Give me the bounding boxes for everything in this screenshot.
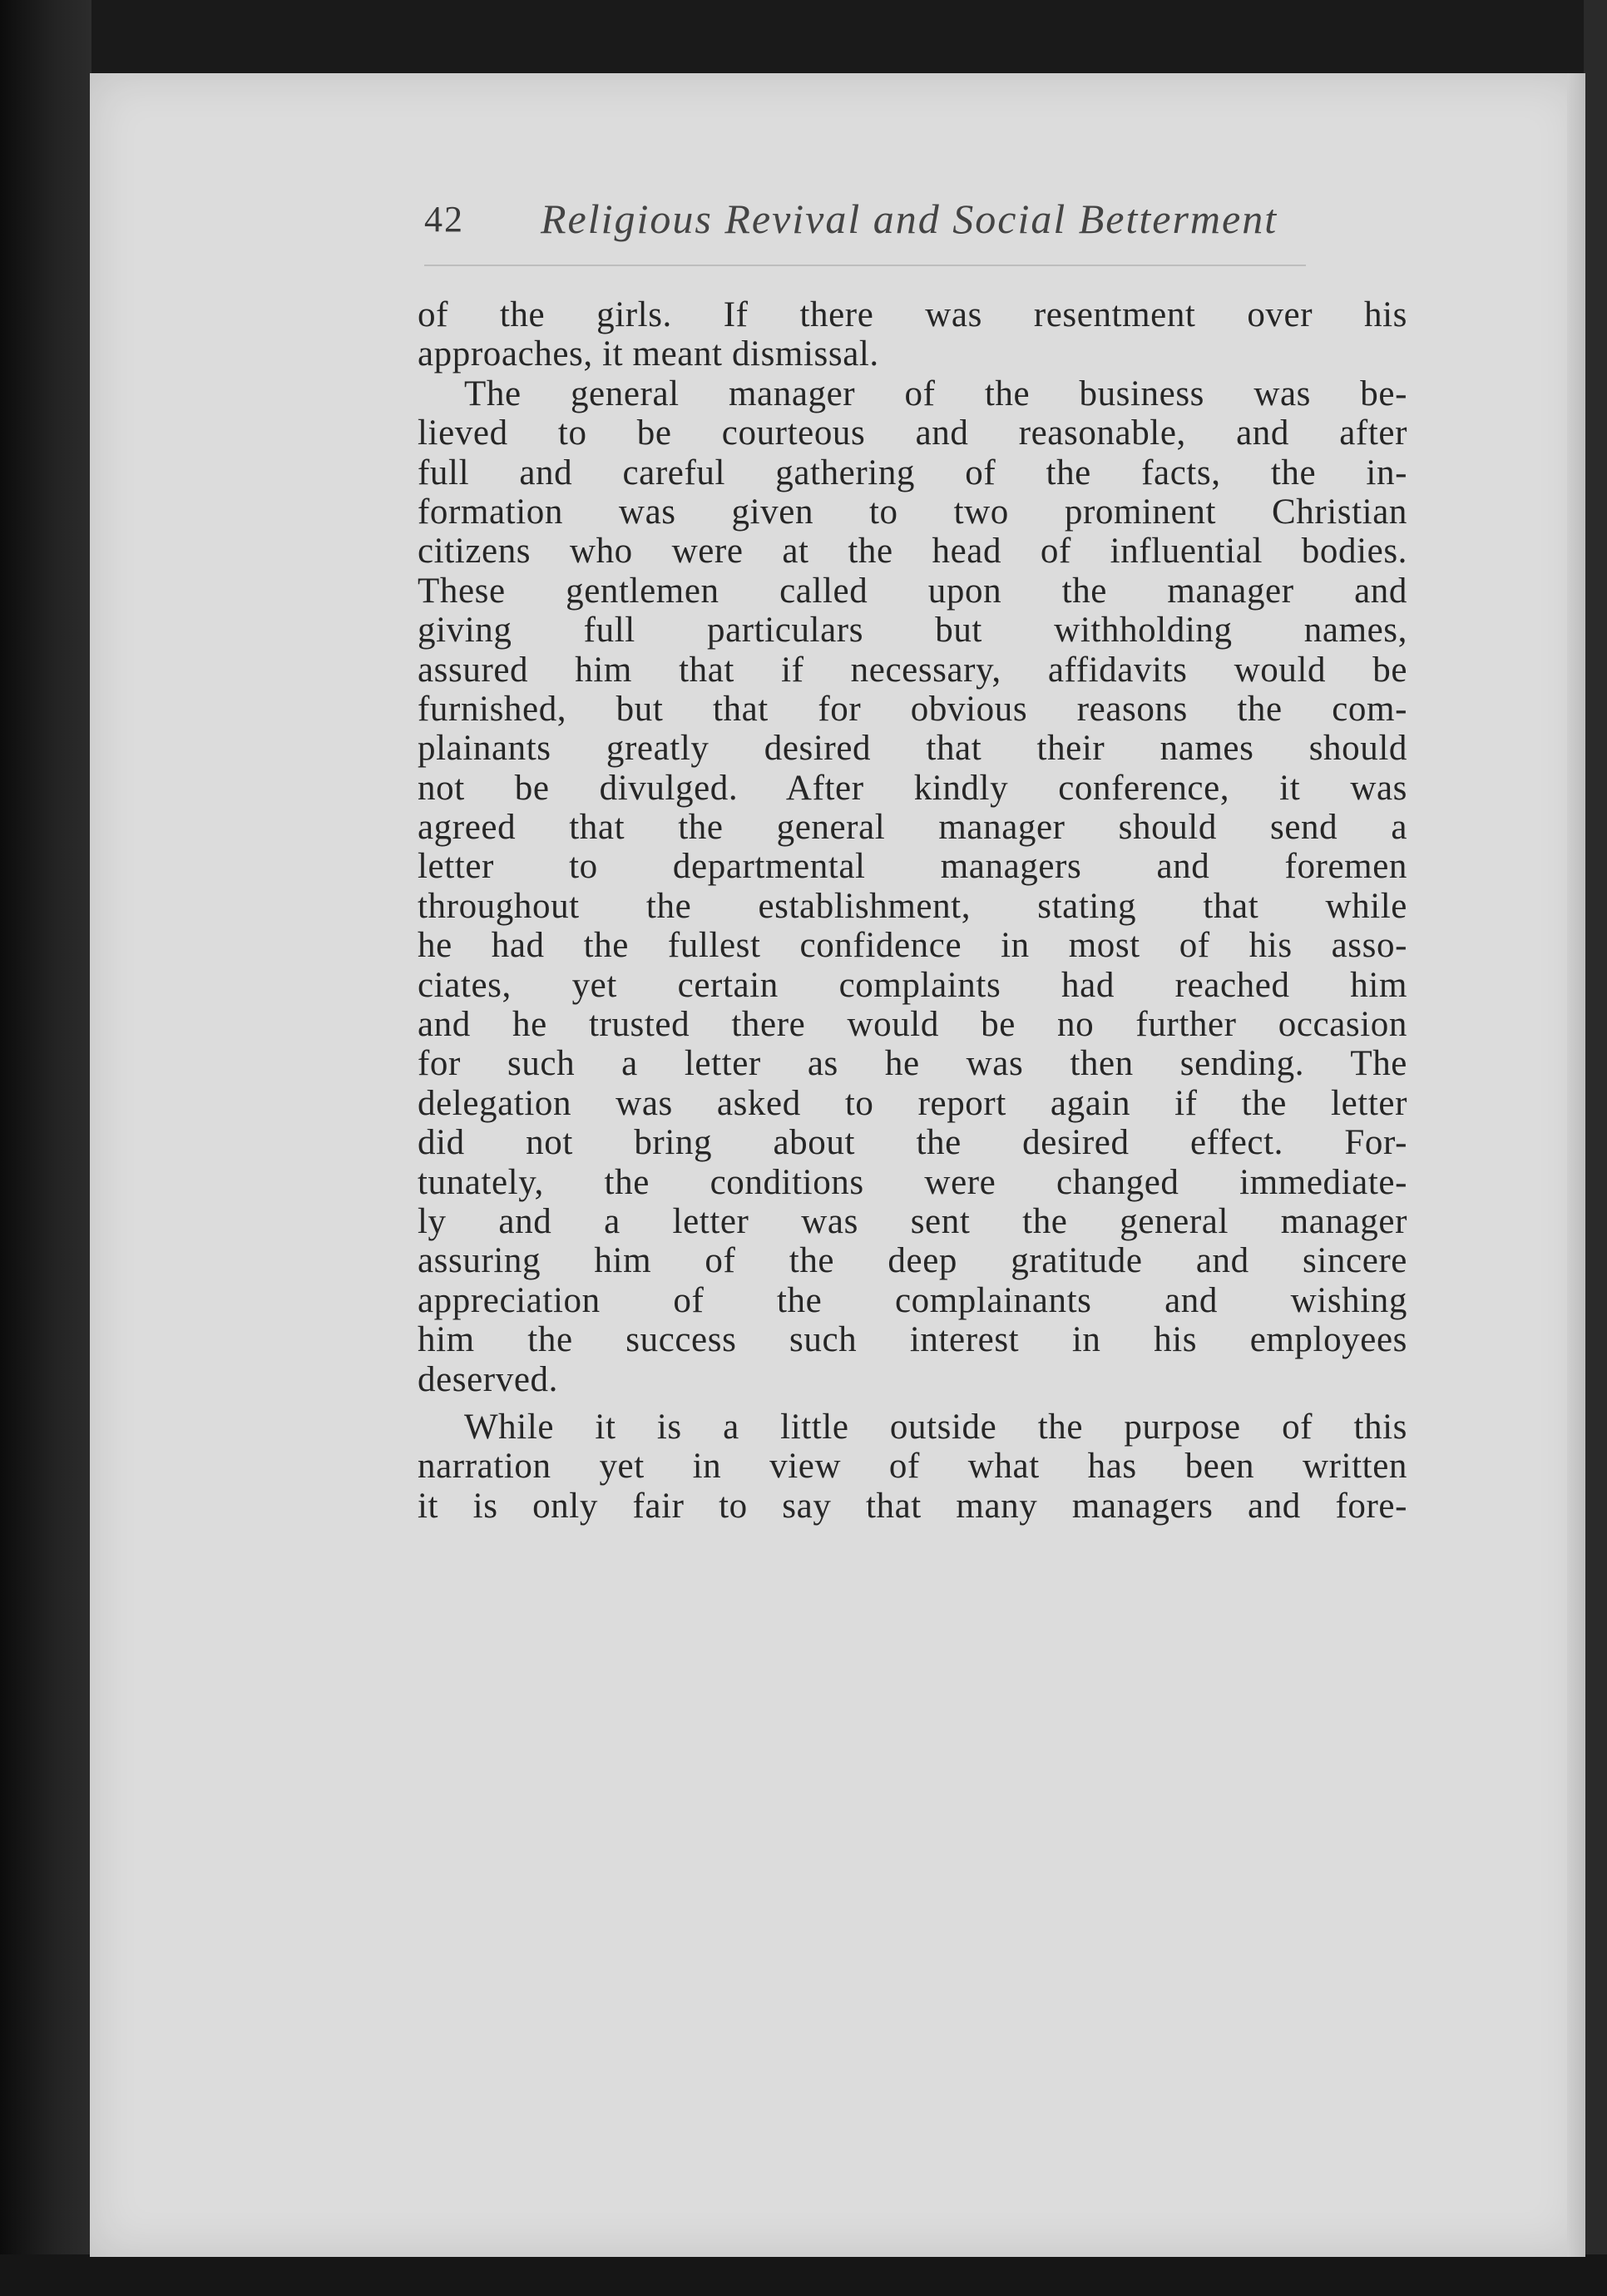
text-line: These gentlemen called upon the manager and: [418, 571, 1407, 611]
paragraph-3: [418, 1408, 1407, 1526]
text-line: furnished, but that for obvious reasons the com-: [418, 689, 1407, 729]
running-head: [424, 195, 1306, 265]
text-line: not be divulged. After kindly conference, it was: [418, 768, 1407, 808]
body-text: [418, 295, 1407, 1526]
paragraph-1: [418, 295, 1407, 374]
text-line: delegation was asked to report again if the letter: [418, 1083, 1407, 1123]
text-line: deserved.: [418, 1359, 558, 1399]
text-line: full and careful gathering of the facts, the in-: [418, 453, 1407, 492]
text-line: The general manager of the business was be-: [464, 374, 1407, 413]
text-line: letter to departmental managers and foremen: [418, 847, 1407, 887]
text-line: lieved to be courteous and reasonable, and after: [418, 413, 1407, 453]
text-line: him the success such interest in his employees: [418, 1320, 1407, 1360]
text-line: While it is a little outside the purpose of this: [464, 1407, 1407, 1447]
text-line: ciates, yet certain complaints had reached him: [418, 965, 1407, 1005]
text-line: formation was given to two prominent Christian: [418, 492, 1407, 532]
header-rule: [424, 265, 1306, 266]
page-gutter-shade: [1567, 73, 1585, 2257]
text-line: it is only fair to say that many managers and fore-: [418, 1486, 1407, 1526]
text-line: throughout the establishment, stating that while: [418, 886, 1407, 926]
text-line: did not bring about the desired effect. For-: [418, 1123, 1407, 1163]
text-line: assuring him of the deep gratitude and sincere: [418, 1241, 1407, 1281]
page-number: 42: [424, 199, 464, 240]
text-line: he had the fullest confidence in most of his asso-: [418, 926, 1407, 966]
paragraph-2: [418, 374, 1407, 1399]
text-line: approaches, it meant dismissal.: [418, 334, 879, 374]
text-line: of the girls. If there was resentment over his: [418, 295, 1407, 334]
text-line: appreciation of the complainants and wishing: [418, 1280, 1407, 1320]
text-line: tunately, the conditions were changed immediate-: [418, 1162, 1407, 1202]
paragraph-gap: [418, 1399, 1407, 1408]
text-line: and he trusted there would be no further occasion: [418, 1005, 1407, 1045]
text-line: plainants greatly desired that their names should: [418, 729, 1407, 769]
text-line: for such a letter as he was then sending. The: [418, 1044, 1407, 1084]
scan-border-left: [0, 0, 91, 2296]
scan-border-right: [1584, 0, 1607, 2296]
text-line: agreed that the general manager should send a: [418, 808, 1407, 848]
scan-border-bottom: [0, 2254, 1607, 2296]
text-line: ly and a letter was sent the general manager: [418, 1201, 1407, 1241]
text-line: narration yet in view of what has been written: [418, 1447, 1407, 1487]
text-line: giving full particulars but withholding names,: [418, 611, 1407, 651]
text-line: citizens who were at the head of influential bodies.: [418, 532, 1407, 572]
text-line: assured him that if necessary, affidavits would be: [418, 650, 1407, 690]
running-title: Religious Revival and Social Betterment: [541, 195, 1278, 242]
